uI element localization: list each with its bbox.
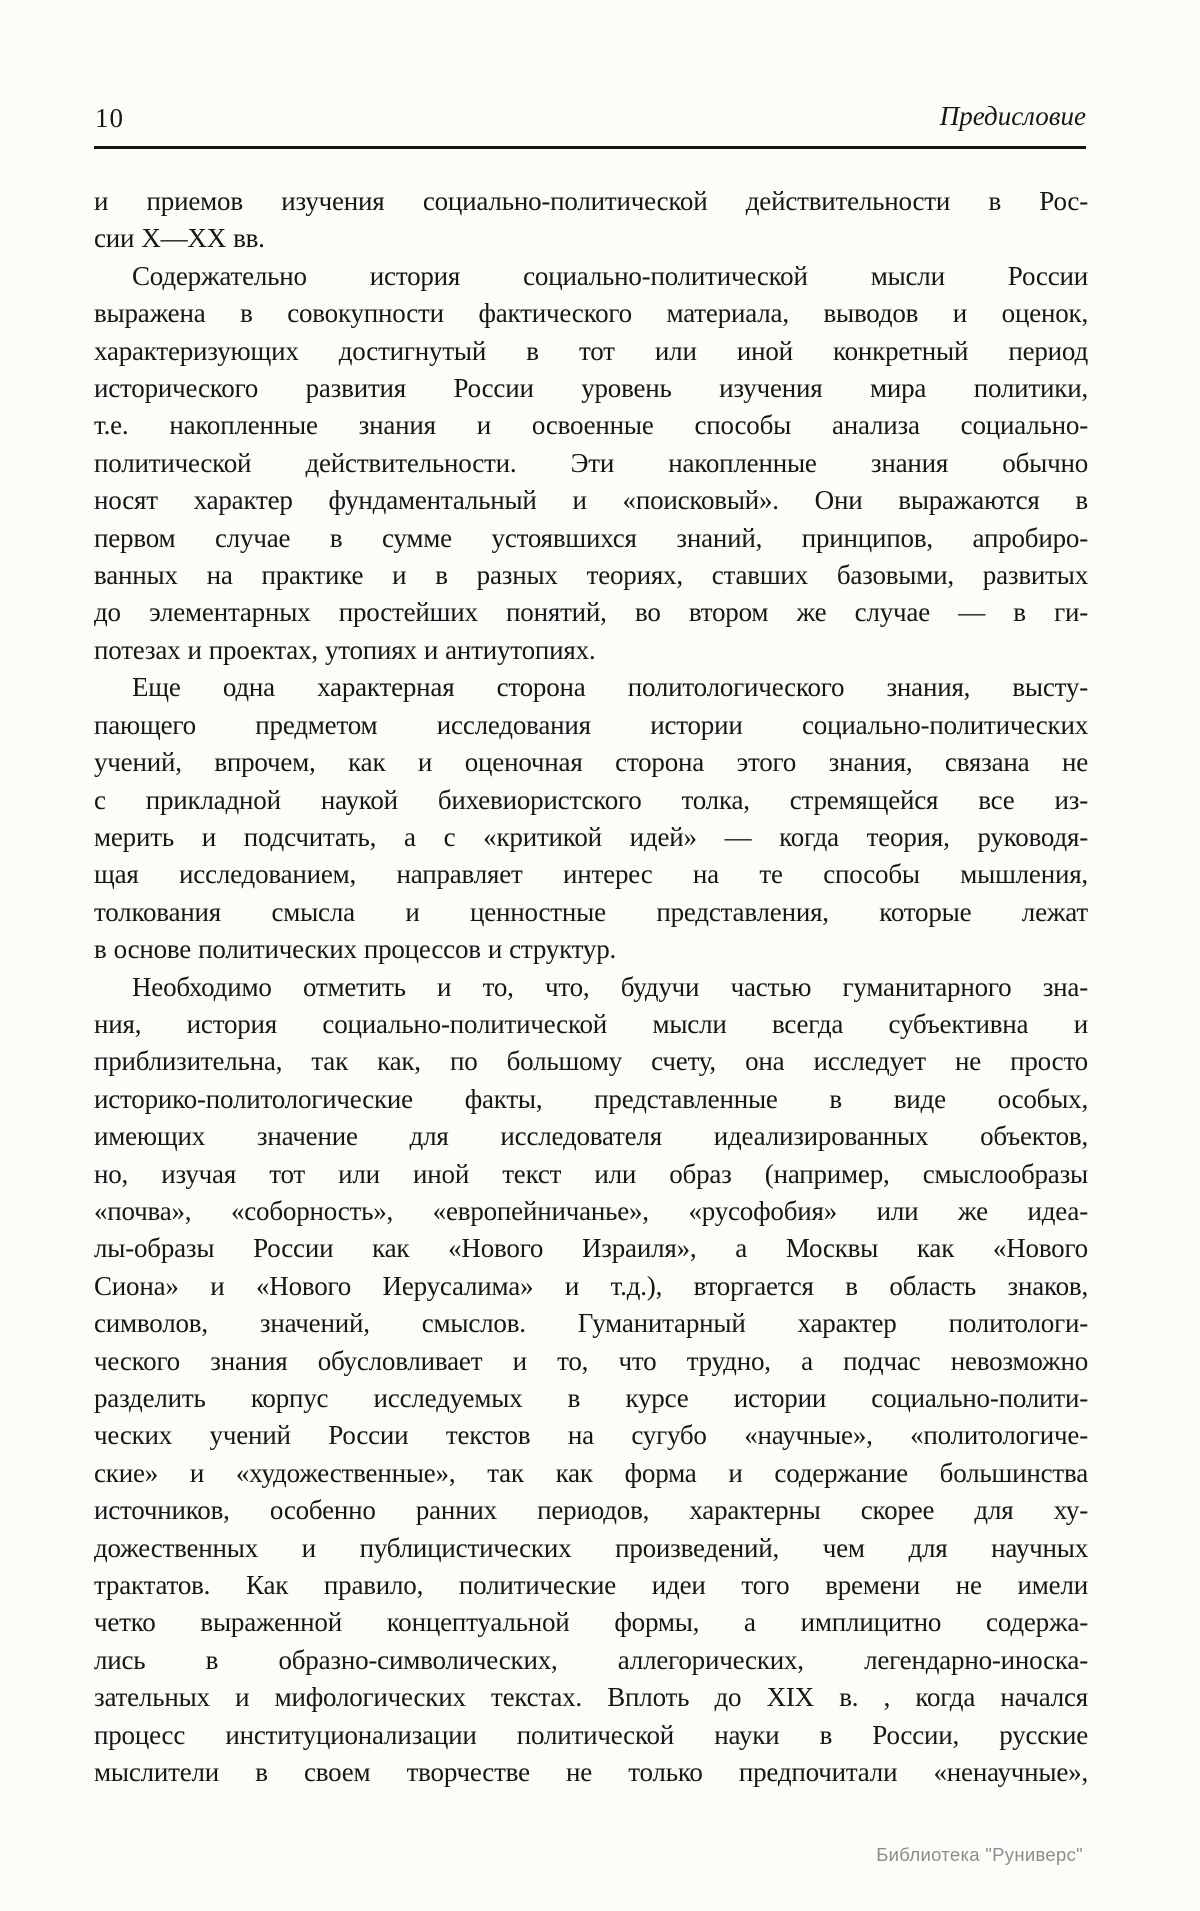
text-line: Сиона» и «Нового Иерусалима» и т.д.), вторгается в область знаков, [94, 1270, 1088, 1301]
text-line: мерить и подсчитать, а с «критикой идей» — когда теория, руководя- [94, 821, 1088, 852]
text-line: историко-политологические факты, представленные в виде особых, [94, 1083, 1088, 1114]
library-watermark: Библиотека "Руниверс" [876, 1844, 1083, 1865]
text-line: в основе политических процессов и структур. [94, 934, 617, 965]
running-title: Предисловие [939, 101, 1086, 131]
text-line: но, изучая тот или иной текст или образ (например, смыслообразы [94, 1158, 1088, 1189]
page-number: 10 [95, 103, 124, 133]
text-line: разделить корпус исследуемых в курсе истории социально-полити- [94, 1383, 1088, 1413]
text-line: исторического развития России уровень изучения мира политики, [94, 373, 1088, 404]
text-line: трактатов. Как правило, политические идеи того времени не имели [94, 1570, 1088, 1601]
text-line: Содержательно история социально-политической мысли России [132, 260, 1088, 291]
text-line: лы-образы России как «Нового Израиля», а Москвы как «Нового [94, 1233, 1088, 1264]
text-line: пающего предметом исследования истории социально-политических [94, 709, 1088, 740]
text-line: щая исследованием, направляет интерес на те способы мышления, [94, 859, 1088, 890]
text-line: дожественных и публицистических произведений, чем для научных [94, 1532, 1088, 1563]
header-rule [94, 146, 1086, 149]
text-line: характеризующих достигнутый в тот или иной конкретный период [94, 335, 1088, 366]
text-line: т.е. накопленные знания и освоенные способы анализа социально- [94, 410, 1088, 441]
text-line: ванных на практике и в разных теориях, ставших базовыми, развитых [94, 560, 1088, 591]
text-line: Еще одна характерная сторона политологического знания, высту- [132, 672, 1088, 703]
text-line: с прикладной наукой бихевиористского толка, стремящейся все из- [94, 784, 1088, 815]
text-line: потезах и проектах, утопиях и антиутопиях. [94, 634, 596, 665]
text-line: и приемов изучения социально-политической действительности в Рос- [94, 186, 1088, 216]
text-line: «почва», «соборность», «европейничанье», «русофобия» или же идеа- [94, 1195, 1088, 1226]
text-line: толкования смысла и ценностные представления, которые лежат [94, 896, 1088, 927]
text-line: лись в образно-символических, аллегорических, легендарно-иноска- [94, 1644, 1088, 1675]
text-line: источников, особенно ранних периодов, характерны скорее для ху- [94, 1495, 1088, 1526]
text-line: ческого знания обусловливает и то, что трудно, а подчас невозможно [94, 1345, 1088, 1376]
body-text [94, 183, 1088, 1791]
text-line: мыслители в своем творчестве не только предпочитали «ненаучные», [94, 1757, 1088, 1788]
text-line: ческих учений России текстов на сугубо «научные», «политологиче- [94, 1420, 1088, 1451]
text-line: зательных и мифологических текстах. Вплоть до XIX в. , когда начался [94, 1682, 1088, 1713]
text-line: носят характер фундаментальный и «поисковый». Они выражаются в [94, 485, 1088, 516]
text-line: приблизительна, так как, по большому счету, она исследует не просто [94, 1046, 1088, 1077]
text-line: символов, значений, смыслов. Гуманитарный характер политологи- [94, 1308, 1088, 1339]
text-line: политической действительности. Эти накопленные знания обычно [94, 447, 1088, 478]
text-line: ские» и «художественные», так как форма и содержание большинства [94, 1457, 1088, 1488]
text-line: до элементарных простейших понятий, во втором же случае — в ги- [94, 597, 1088, 628]
text-line: процесс институционализации политической науки в России, русские [94, 1719, 1088, 1750]
text-line: выражена в совокупности фактического материала, выводов и оценок, [94, 298, 1088, 329]
text-line: ния, история социально-политической мысли всегда субъективна и [94, 1008, 1088, 1039]
text-line: Необходимо отметить и то, что, будучи частью гуманитарного зна- [132, 971, 1088, 1002]
text-line: первом случае в сумме устоявшихся знаний, принципов, апробиро- [94, 522, 1088, 553]
text-line: учений, впрочем, как и оценочная сторона этого знания, связана не [94, 747, 1088, 778]
text-line: четко выраженной концептуальной формы, а имплицитно содержа- [94, 1607, 1088, 1638]
text-line: сии X—XX вв. [94, 223, 265, 254]
text-line: имеющих значение для исследователя идеализированных объектов, [94, 1121, 1088, 1152]
